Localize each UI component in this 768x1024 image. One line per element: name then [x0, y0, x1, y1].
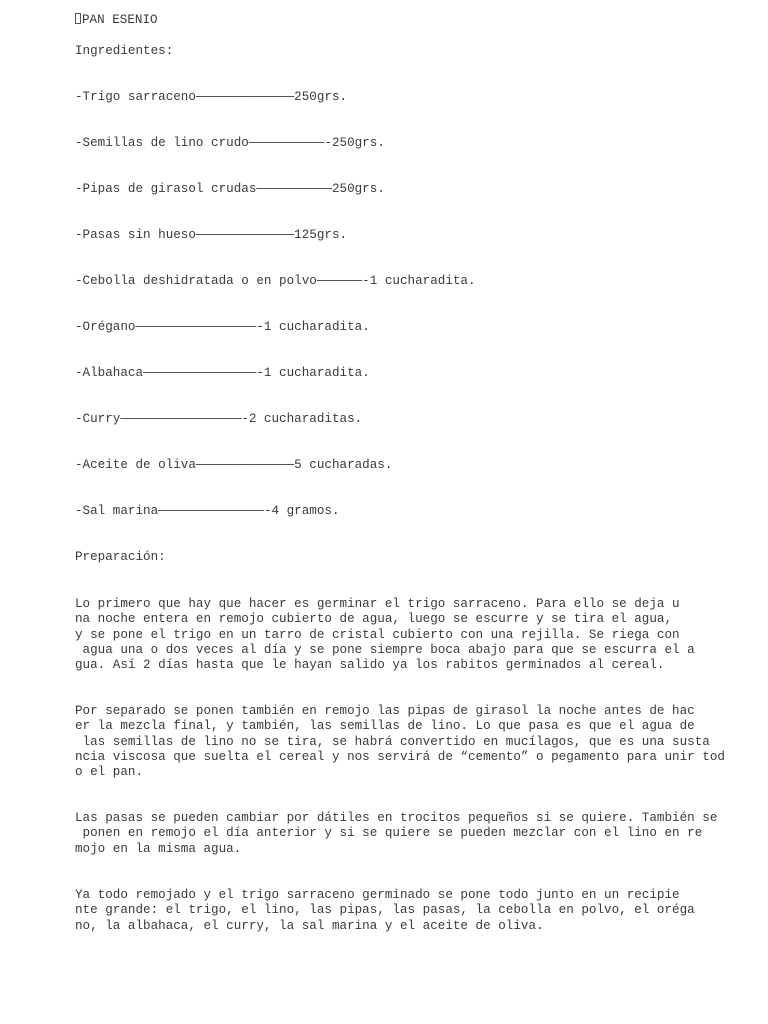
ingredient-line: -Trigo sarraceno—————————————250grs. — [75, 90, 348, 104]
ingredient-line: -Aceite de oliva—————————————5 cucharadas. — [75, 458, 393, 472]
ingredient-line: -Albahaca———————————————-1 cucharadita. — [75, 366, 370, 380]
preparation-paragraph: Lo primero que hay que hacer es germinar el trigo sarraceno. Para ello se deja u na noche entera en remojo cubierto de agua, luego se escurre y se tira el agua, y se pone el trigo en un tarro de cristal cubierto con una rejilla. Se riega con agua una o dos veces al día y se pone siempre boca abajo para que se escurra el a gua. Así 2 días hasta que le hayan salido ya los rabitos germinados al cereal. — [75, 597, 695, 673]
preparation-paragraph: Ya todo remojado y el trigo sarraceno germinado se pone todo junto en un recipie nte grande: el trigo, el lino, las pipas, las pasas, la cebolla en polvo, el oréga no, la albahaca, el curry, la sal marina y el aceite de oliva. — [75, 888, 695, 933]
document-title — [75, 13, 158, 28]
preparation-paragraph: Las pasas se pueden cambiar por dátiles en trocitos pequeños si se quiere. También se ponen en remojo el día anterior y si se quiere se pueden mezclar con el lino en re mojo en la misma agua. — [75, 811, 718, 856]
preparation-paragraph: Por separado se ponen también en remojo las pipas de girasol la noche antes de hac er la mezcla final, y también, las semillas de lino. Lo que pasa es que el agua de las semillas de lino no se tira, se habrá convertido en mucílagos, que es una susta ncia viscosa que suelta el cereal y nos servirá de “cemento” o pegamento para unir tod o el pan. — [75, 704, 725, 780]
ingredient-line: -Pipas de girasol crudas——————————250grs. — [75, 182, 385, 196]
ingredient-line: -Curry————————————————-2 cucharaditas. — [75, 412, 363, 426]
ingredient-line: -Orégano————————————————-1 cucharadita. — [75, 320, 370, 334]
preparation-heading: Preparación: — [75, 550, 166, 564]
ingredient-line: -Cebolla deshidratada o en polvo——————-1 cucharadita. — [75, 274, 476, 288]
missing-glyph-icon — [75, 13, 81, 24]
ingredients-heading: Ingredientes: — [75, 44, 174, 58]
ingredient-line: -Semillas de lino crudo——————————-250grs. — [75, 136, 385, 150]
document-title-text: PAN ESENIO — [82, 13, 158, 27]
ingredient-line: -Sal marina——————————————-4 gramos. — [75, 504, 340, 518]
ingredient-line: -Pasas sin hueso—————————————125grs. — [75, 228, 348, 242]
